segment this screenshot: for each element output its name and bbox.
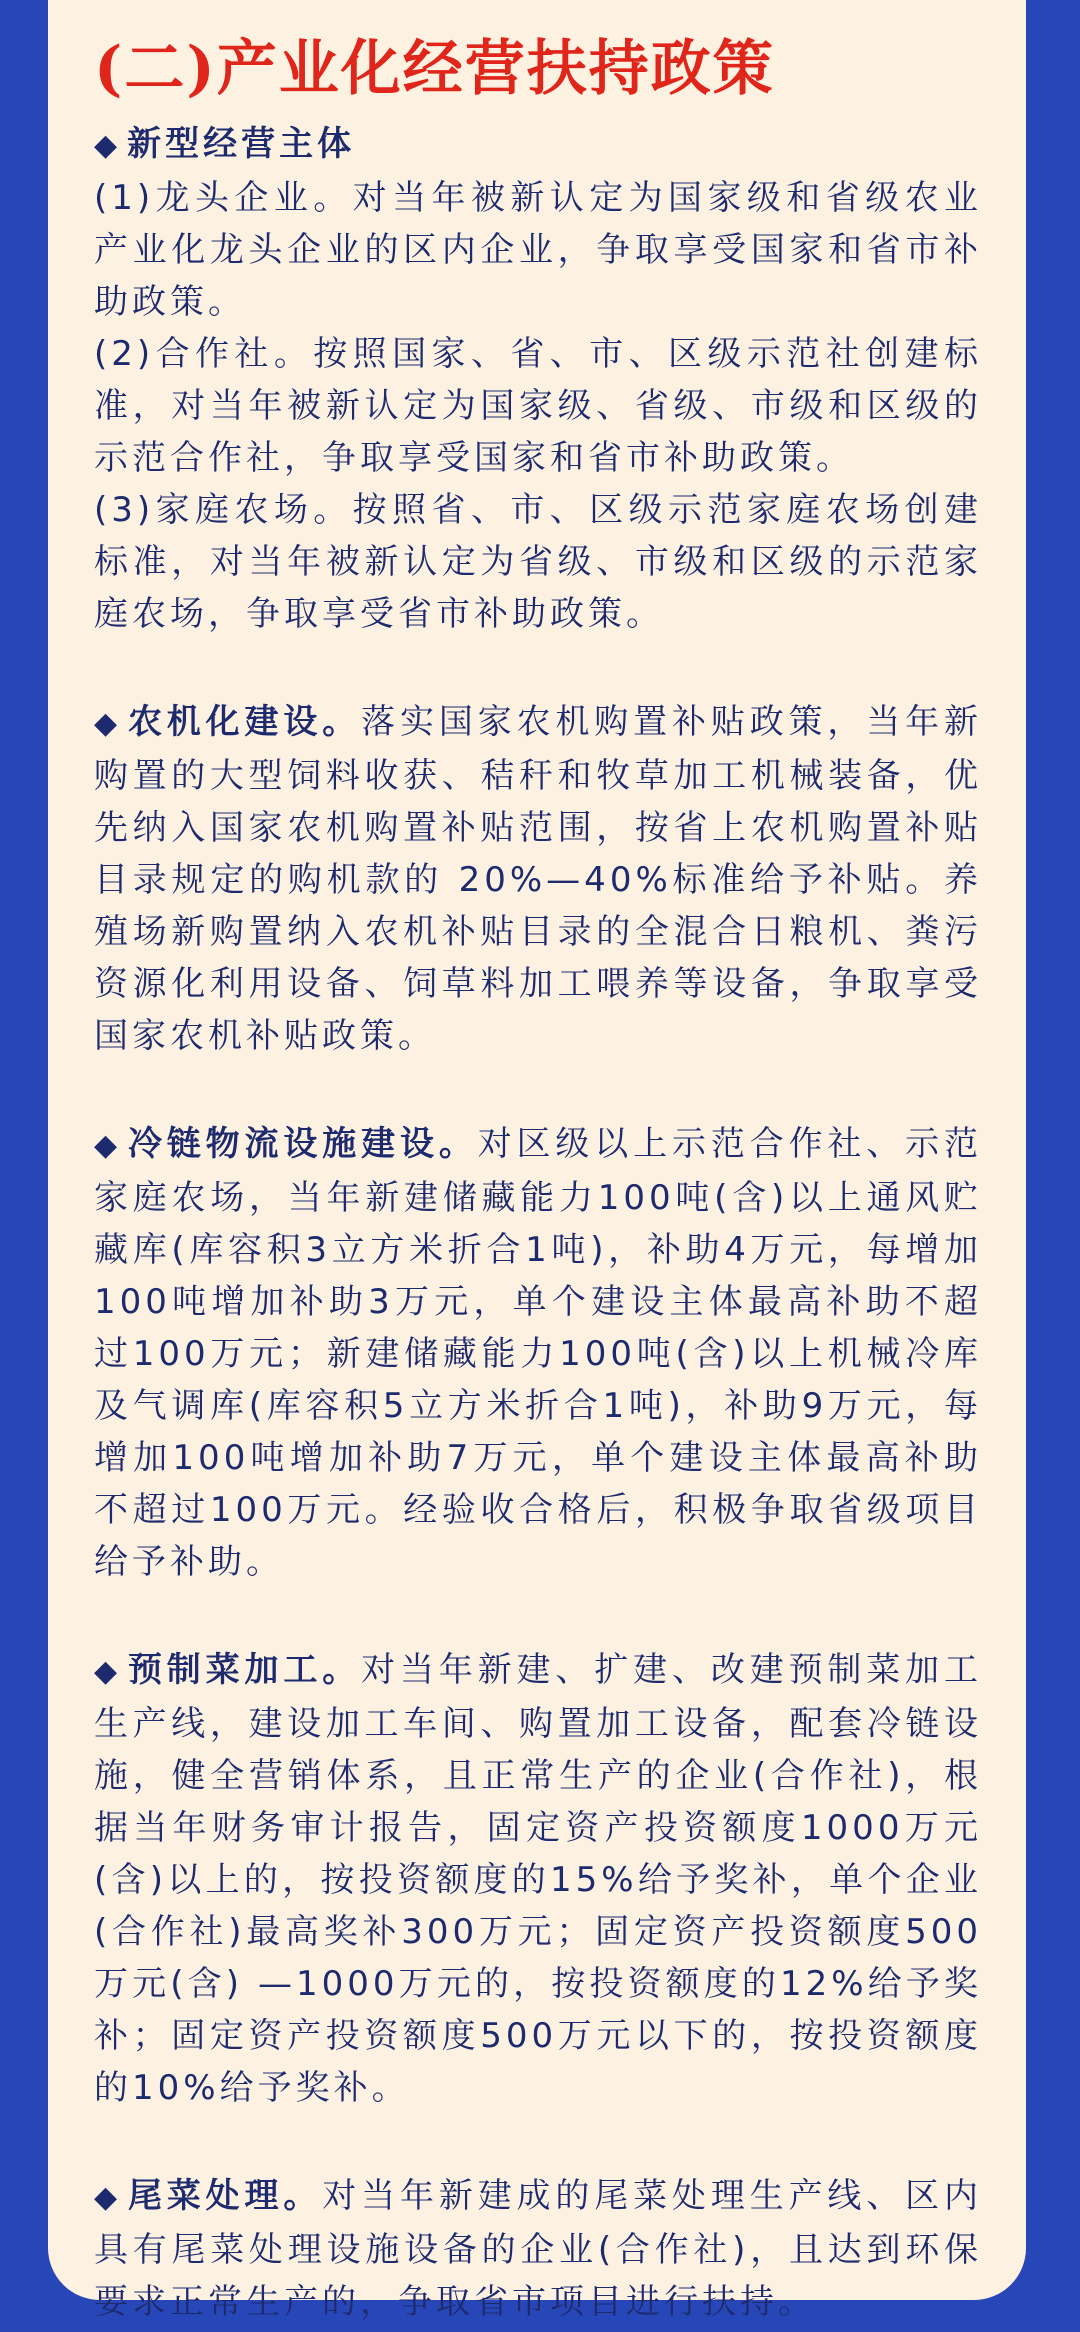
page-title: (二)产业化经营扶持政策 — [94, 34, 775, 104]
section-body: 对当年新建成的尾菜处理生产线、区内具有尾菜处理设施设备的企业(合作社)，且达到环保要求正常生产的，争取省市项目进行扶持。 — [94, 2176, 983, 2322]
section-paragraph — [94, 2170, 982, 2328]
section-heading-text: 尾菜处理。 — [127, 2176, 323, 2216]
section-heading — [94, 118, 982, 172]
policy-card — [48, 0, 1026, 2322]
section-heading-text: 预制菜加工。 — [127, 1650, 362, 1690]
diamond-bullet-icon: ◆ — [94, 1128, 122, 1163]
list-item: (2)合作社。按照国家、省、市、区级示范社创建标准，对当年被新认定为国家级、省级、市级和区级的示范合作社，争取享受国家和省市补助政策。 — [94, 334, 982, 478]
list-item: (3)家庭农场。按照省、市、区级示范家庭农场创建标准，对当年被新认定为省级、市级和区级的示范家庭农场，争取享受省市补助政策。 — [94, 490, 982, 634]
section-paragraph — [94, 1118, 982, 1588]
section-paragraph — [94, 1644, 982, 2114]
section-prepared-food — [94, 1644, 982, 2114]
diamond-bullet-icon: ◆ — [94, 1654, 122, 1689]
section-heading-text: 新型经营主体 — [127, 124, 356, 164]
section-heading-text: 农机化建设。 — [127, 702, 362, 742]
section-body: 落实国家农机购置补贴政策，当年新购置的大型饲料收获、秸秆和牧草加工机械装备，优先纳入国家农机购置补贴范围，按省上农机购置补贴目录规定的购机款的 20%—40%标准给予补贴。养殖场新购置纳入农机补贴目录的全混合日粮机、粪污资源化利用设备、饲草料加工喂养等设备，争取享受国家农机补贴政策。 — [94, 702, 983, 1056]
section-body: 对区级以上示范合作社、示范家庭农场，当年新建储藏能力100吨(含)以上通风贮藏库(库容积3立方米折合1吨)，补助4万元，每增加100吨增加补助3万元，单个建设主体最高补助不超过100万元；新建储藏能力100吨(含)以上机械冷库及气调库(库容积5立方米折合1吨)，补助9万元，每增加100吨增加补助7万元，单个建设主体最高补助不超过100万元。经验收合格后，积极争取省级项目给予补助。 — [94, 1124, 983, 1582]
section-cold-chain — [94, 1118, 982, 1588]
diamond-bullet-icon: ◆ — [94, 706, 122, 741]
section-body: 对当年新建、扩建、改建预制菜加工生产线，建设加工车间、购置加工设备，配套冷链设施，健全营销体系，且正常生产的企业(合作社)，根据当年财务审计报告，固定资产投资额度1000万元(含)以上的，按投资额度的15%给予奖补，单个企业(合作社)最高奖补300万元；固定资产投资额度500万元(含) —1000万元的，按投资额度的12%给予奖补；固定资产投资额度500万元以下的，按投资额度的10%给予奖补。 — [94, 1650, 983, 2108]
section-new-business-entity — [94, 118, 982, 640]
section-agri-machinery — [94, 696, 982, 1062]
diamond-bullet-icon: ◆ — [94, 2180, 122, 2215]
section-vegetable-waste — [94, 2170, 982, 2328]
list-item: (1)龙头企业。对当年被新认定为国家级和省级农业产业化龙头企业的区内企业，争取享受国家和省市补助政策。 — [94, 178, 982, 322]
diamond-bullet-icon: ◆ — [94, 128, 122, 163]
section-heading-text: 冷链物流设施建设。 — [127, 1124, 478, 1164]
section-paragraph — [94, 696, 982, 1062]
